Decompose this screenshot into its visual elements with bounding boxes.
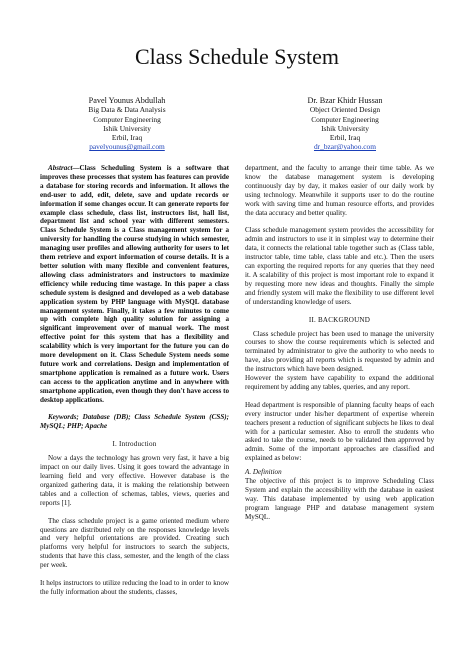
author-affiliation: Ishik University [103, 123, 151, 133]
author-affiliation: Computer Engineering [311, 114, 379, 124]
author-affiliation: Object Oriented Design [309, 105, 381, 115]
abstract-text: —Class Scheduling System is a software that improves these processes that system has features can provide a database for storing records and information. It allows the end-user to add, edit, delete, save and update records or information if some changes occur. It can generate reports for example class schedule, class list, instructors list, hall list, department list and school year with different semesters. Class Schedule System is a Class management system for a university for handling the course studying in which semester, managing user profiles and allowing authority for users to let them retrieve and export information of course details. It is a better solution with many flexible and convenient features, allowing class administrators and instructors to maximize efficiency while reducing time wastage. In this paper a class schedule system is designed and developed as a web database application system by PHP language with MySQL database management system. Finally, it takes a few minutes to come up with complete high quality solution for assigning a significant improvement over of manual work. The most effective point for this system that has a flexibility and scalability which is very important for the future you can do more development on it. Class Schedule System needs some future work and correlations. Design and implementation of smartphone application is remained as a future work. Users can access to the application anytime and in anywhere with smartphone application, even though they don't have access to desktop applications. [40, 164, 229, 404]
paragraph: Class schedule management system provides the accessibility for admin and instructors to use it in simplest way to determine their data, it connects the relational table together such as (Class table, instructor table, time table, class table and etc.). Then the users can exporting the required reports for any queries that they need it. A scalability of this project is most important role to expand it by requesting more new ideas and thoughts. Finally the simple and friendly system will make the flexibility to use different level of understanding knowledge of users. [245, 226, 434, 306]
author-affiliation: Erbil, Iraq [329, 133, 361, 143]
author-affiliation: Erbil, Iraq [111, 133, 143, 143]
author-name: Pavel Younus Abdullah [88, 96, 166, 105]
paragraph: However the system have capability to expand the additional requirement by adding any tables, queries, and any report. [245, 374, 434, 391]
paragraph: It helps instructors to utilize reducing the load to in order to know the fully information about the students, classes, [40, 579, 229, 596]
paragraph: Class schedule project has been used to manage the university courses to show the course requirements which is selected and terminated by administrator to give the authority to who needs to have, also providing all reports which is requested by admin and the instructors which have been designed. [245, 329, 434, 374]
author-email-link[interactable]: dr_bzar@yahoo.com [313, 142, 376, 152]
paragraph: The objective of this project is to improve Scheduling Class System and explain the accessibility with the database in easiest way. This database implemented by using web application program language PHP and database management system MySQL. [245, 477, 434, 521]
paragraph: The class schedule project is a game oriented medium where questions are distributed rely on the responses knowledge levels and very helpful orientations are provided. Creating such platforms very helpful for instructors to search the subjects, students that have this class, semester, and the length of the class per week. [40, 516, 229, 570]
author-email-link[interactable]: pavelyounus@gmail.com [89, 142, 165, 152]
abstract [40, 164, 229, 404]
section-heading-introduction: I. Introduction [112, 440, 157, 449]
paragraph: department, and the faculty to arrange their time table. As we know the database management system is developing continuously day by day, it makes easier of our daily work by using technology. Meanwhile it supports user to do the routine work with saving time and human resource efforts, and provides the data accuracy and better quality. [245, 164, 434, 217]
right-column [245, 164, 434, 522]
author-affiliation: Ishik University [321, 123, 369, 133]
author-affiliation: Computer Engineering [93, 114, 161, 124]
keywords [40, 413, 229, 431]
keywords-label: Keywords; [48, 413, 79, 422]
author-block-2 [270, 96, 420, 152]
author-affiliation: Big Data & Data Analysis [88, 105, 166, 115]
paragraph: Now a days the technology has grown very fast, it have a big impact on our daily lives. Using it goes toward the advantage in learning field and very effective. However database is the organized gathering data, it is making the relationship between tables and a collection of schemas, tables, views, queries and reports [1]. [40, 454, 229, 507]
left-column [40, 164, 229, 597]
paragraph: Head department is responsible of planning faculty heaps of each every instructor under his/her department of expertise wherein teachers present a reduction of significant subjects he likes to deal with for a particular semester. Also to enroll the students who asked to take the course, needs to be validated then approved by admin. Some of the important approaches are classified and explained as below: [245, 400, 434, 463]
subsection-heading-definition: A. Definition [245, 468, 282, 477]
abstract-label: Abstract [48, 164, 73, 172]
keywords-text: Database (DB); Class Schedule System (CSS); MySQL; PHP; Apache [40, 413, 229, 431]
paper-title: Class Schedule System [134, 44, 340, 69]
author-block-1 [52, 96, 202, 152]
author-name: Dr. Bzar Khidr Hussan [307, 96, 383, 105]
section-heading-background: II. BACKGROUND [308, 315, 371, 324]
